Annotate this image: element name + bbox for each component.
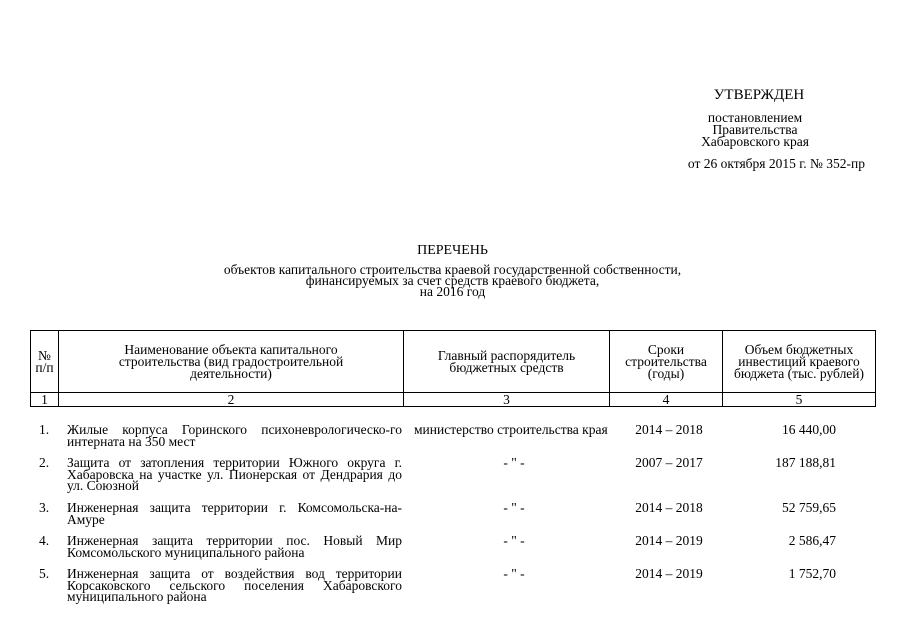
row-owner: - " -: [503, 533, 525, 548]
row-number: 1.: [39, 422, 50, 437]
row-period: 2014 – 2019: [635, 566, 703, 581]
row-amount: 2 586,47: [788, 533, 836, 548]
row-name: Жилые корпуса Горинского психоневрологическо-го интерната на 350 мест: [67, 422, 402, 449]
row-number: 3.: [39, 500, 50, 515]
row-number: 2.: [39, 455, 50, 470]
table-header: [30, 330, 876, 407]
row-period: 2007 – 2017: [635, 455, 703, 470]
row-owner: - " -: [503, 500, 525, 515]
header-num: № п/п: [31, 331, 59, 393]
column-number: 5: [723, 393, 876, 407]
header-amount: Объем бюджетных инвестиций краевого бюджета (тыс. рублей): [723, 331, 876, 393]
row-owner: министерство строительства края: [414, 422, 608, 437]
row-owner: - " -: [503, 566, 525, 581]
row-number: 4.: [39, 533, 50, 548]
column-number: 3: [404, 393, 610, 407]
approval-stamp: [645, 87, 865, 171]
document-title: ПЕРЕЧЕНЬ: [417, 243, 488, 258]
row-amount: 16 440,00: [782, 422, 836, 437]
row-number: 5.: [39, 566, 50, 581]
approval-date: от 26 октября 2015 г. № 352-пр: [687, 156, 865, 171]
row-period: 2014 – 2019: [635, 533, 703, 548]
row-period: 2014 – 2018: [635, 422, 703, 437]
header-name: Наименование объекта капитального строительства (вид градостроительной деятельности): [59, 331, 404, 393]
heading-line: на 2016 год: [419, 284, 486, 299]
row-owner: - " -: [503, 455, 525, 470]
row-name: Инженерная защита территории г. Комсомольска-на-Амуре: [67, 500, 402, 527]
row-name: Защита от затопления территории Южного округа г. Хабаровска на участке ул. Пионерская от Дендрария до ул. Союзной: [67, 455, 402, 493]
approval-line: Правительства: [712, 122, 798, 137]
approval-line: Хабаровского края: [701, 134, 809, 149]
column-number: 4: [610, 393, 723, 407]
document-heading: [0, 244, 905, 297]
heading-line: финансируемых за счет средств краевого бюджета,: [305, 273, 600, 288]
header-period: Сроки строительства (годы): [610, 331, 723, 393]
heading-line: объектов капитального строительства краевой государственной собственности,: [223, 262, 682, 277]
row-amount: 1 752,70: [788, 566, 836, 581]
column-number: 1: [31, 393, 59, 407]
row-amount: 187 188,81: [775, 455, 836, 470]
column-number: 2: [59, 393, 404, 407]
row-period: 2014 – 2018: [635, 500, 703, 515]
row-amount: 52 759,65: [782, 500, 836, 515]
row-name: Инженерная защита от воздействия вод территории Корсаковского сельского поселения Хабаровского муниципального района: [67, 566, 402, 604]
header-owner: Главный распорядитель бюджетных средств: [404, 331, 610, 393]
approval-line: постановлением: [707, 110, 803, 125]
approval-title: УТВЕРЖДЕН: [713, 87, 805, 103]
row-name: Инженерная защита территории пос. Новый Мир Комсомольского муниципального района: [67, 533, 402, 560]
